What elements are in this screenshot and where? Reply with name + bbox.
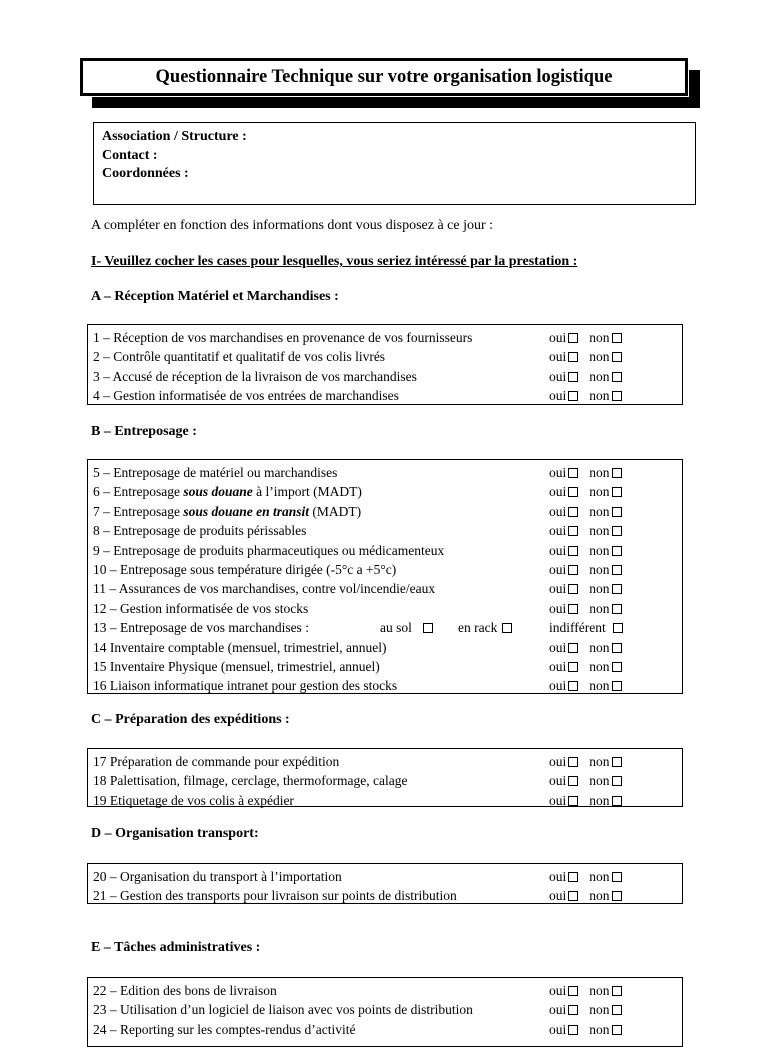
oui-option (549, 773, 581, 788)
non-label: non (589, 542, 610, 558)
checkbox-oui[interactable] (568, 546, 578, 556)
non-option (589, 1002, 624, 1017)
non-label: non (589, 600, 610, 616)
checkbox-non[interactable] (612, 352, 622, 362)
question-row (93, 771, 682, 790)
intro-text: A compléter en fonction des informations dont vous disposez à ce jour : (91, 218, 494, 233)
non-option (589, 793, 624, 808)
checkbox-oui[interactable] (568, 604, 578, 614)
checkbox-non[interactable] (612, 662, 622, 672)
question-text: 24 – Reporting sur les comptes-rendus d’activité (93, 1021, 356, 1037)
non-label: non (589, 561, 610, 577)
non-option (589, 523, 624, 538)
question-row (93, 560, 682, 579)
non-option (589, 349, 624, 364)
oui-option (549, 640, 581, 655)
checkbox-oui[interactable] (568, 333, 578, 343)
checkbox-non[interactable] (612, 391, 622, 401)
question-text: 22 – Edition des bons de livraison (93, 983, 277, 998)
question-row (93, 328, 682, 347)
checkbox-oui[interactable] (568, 662, 578, 672)
non-label: non (589, 523, 610, 539)
indifferent-label: indifférent (549, 620, 606, 636)
non-option (589, 504, 624, 519)
oui-label: oui (549, 349, 567, 365)
question-text: 4 – Gestion informatisée de vos entrées de marchandises (93, 388, 399, 404)
oui-label: oui (549, 639, 567, 655)
question-text: 11 – Assurances de vos marchandises, contre vol/incendie/eaux (93, 581, 436, 597)
checkbox-oui[interactable] (568, 796, 578, 806)
checkbox-oui[interactable] (568, 565, 578, 575)
checkbox-non[interactable] (612, 546, 622, 556)
oui-option (549, 678, 581, 693)
question-row (93, 638, 682, 657)
oui-option (549, 754, 581, 769)
question-row (93, 599, 682, 618)
oui-label: oui (549, 773, 567, 789)
non-option (589, 869, 624, 884)
checkbox-oui[interactable] (568, 986, 578, 996)
checkbox-non[interactable] (612, 565, 622, 575)
checkbox-oui[interactable] (568, 757, 578, 767)
non-option (589, 1022, 624, 1037)
checkbox-oui[interactable] (568, 1025, 578, 1035)
oui-label: oui (549, 523, 567, 539)
oui-label: oui (549, 561, 567, 577)
oui-option (549, 983, 581, 998)
non-option (589, 773, 624, 788)
oui-label: oui (549, 983, 567, 998)
en-rack-label: en rack (458, 620, 498, 636)
oui-option (549, 601, 581, 616)
non-label: non (589, 754, 610, 769)
checkbox-oui[interactable] (568, 468, 578, 478)
question-row (93, 981, 682, 1000)
checkbox-oui[interactable] (568, 391, 578, 401)
checkbox-non[interactable] (612, 757, 622, 767)
checkbox-oui[interactable] (568, 776, 578, 786)
checkbox-oui[interactable] (568, 584, 578, 594)
checkbox-non[interactable] (612, 986, 622, 996)
section-c-box (87, 748, 683, 807)
question-row (93, 482, 682, 501)
checkbox-en-rack[interactable] (502, 623, 512, 633)
checkbox-non[interactable] (612, 468, 622, 478)
heading-a: A – Réception Matériel et Marchandises : (91, 289, 339, 304)
oui-option (549, 465, 581, 480)
checkbox-indifferent[interactable] (613, 623, 623, 633)
oui-label: oui (549, 330, 567, 345)
oui-label: oui (549, 1021, 567, 1037)
non-label: non (589, 869, 610, 884)
checkbox-non[interactable] (612, 604, 622, 614)
oui-option (549, 349, 581, 364)
checkbox-non[interactable] (612, 776, 622, 786)
question-row (93, 1000, 682, 1019)
checkbox-oui[interactable] (568, 681, 578, 691)
oui-label: oui (549, 465, 567, 480)
question-text: 2 – Contrôle quantitatif et qualitatif de vos colis livrés (93, 349, 386, 365)
question-text: 12 – Gestion informatisée de vos stocks (93, 600, 309, 616)
question-text: 3 – Accusé de réception de la livraison de vos marchandises (93, 368, 417, 384)
question-row (93, 541, 682, 560)
oui-option (549, 1002, 581, 1017)
checkbox-oui[interactable] (568, 891, 578, 901)
non-label: non (589, 1021, 610, 1037)
oui-option (549, 869, 581, 884)
question-text: 10 – Entreposage sous température dirigée (-5°c a +5°c) (93, 561, 397, 577)
question-text: 1 – Réception de vos marchandises en provenance de vos fournisseurs (93, 330, 473, 345)
association-field[interactable]: Association / Structure : (102, 129, 247, 144)
question-row (93, 657, 682, 676)
oui-label: oui (549, 869, 567, 884)
non-label: non (589, 484, 610, 500)
question-text: 9 – Entreposage de produits pharmaceutiques ou médicamenteux (93, 542, 445, 558)
non-label: non (589, 581, 610, 597)
non-option (589, 983, 624, 998)
checkbox-non[interactable] (612, 487, 622, 497)
checkbox-au-sol[interactable] (423, 623, 433, 633)
non-label: non (589, 678, 610, 694)
oui-label: oui (549, 792, 567, 808)
oui-label: oui (549, 678, 567, 694)
oui-option (549, 369, 581, 384)
question-7: 7 – Entreposage sous douane en transit (MADT) (93, 503, 362, 519)
question-row (93, 463, 682, 482)
section-b-box (87, 459, 683, 694)
contact-field[interactable]: Contact : (102, 147, 158, 163)
section-e-box (87, 977, 683, 1047)
oui-label: oui (549, 888, 567, 904)
question-row (93, 347, 682, 366)
non-label: non (589, 773, 610, 789)
checkbox-non[interactable] (612, 1005, 622, 1015)
checkbox-non[interactable] (612, 891, 622, 901)
non-option (589, 543, 624, 558)
non-label: non (589, 388, 610, 404)
non-option (589, 465, 624, 480)
non-label: non (589, 368, 610, 384)
question-row (93, 386, 682, 405)
coordonnees-field[interactable]: Coordonnées : (102, 166, 189, 181)
checkbox-non[interactable] (612, 681, 622, 691)
non-label: non (589, 639, 610, 655)
page-title (80, 58, 688, 96)
checkbox-oui[interactable] (568, 526, 578, 536)
oui-option (549, 1022, 581, 1037)
question-text: 14 Inventaire comptable (mensuel, trimestriel, annuel) (93, 639, 387, 655)
checkbox-non[interactable] (612, 796, 622, 806)
identity-box (93, 122, 696, 205)
non-label: non (589, 349, 610, 365)
oui-option (549, 484, 581, 499)
checkbox-non[interactable] (612, 1025, 622, 1035)
heading-b: B – Entreposage : (91, 424, 197, 439)
checkbox-oui[interactable] (568, 487, 578, 497)
non-label: non (589, 792, 610, 808)
non-option (589, 601, 624, 616)
checkbox-oui[interactable] (568, 372, 578, 382)
question-text: 23 – Utilisation d’un logiciel de liaison avec vos points de distribution (93, 1002, 473, 1018)
non-option (589, 888, 624, 903)
oui-option (549, 523, 581, 538)
oui-option (549, 562, 581, 577)
question-13: 13 – Entreposage de vos marchandises : (93, 620, 309, 636)
question-text: 16 Liaison informatique intranet pour gestion des stocks (93, 678, 398, 694)
question-row (93, 752, 682, 771)
non-label: non (589, 330, 610, 345)
non-label: non (589, 503, 610, 519)
non-label: non (589, 983, 610, 998)
checkbox-oui[interactable] (568, 872, 578, 882)
oui-option (549, 581, 581, 596)
oui-option (549, 793, 581, 808)
heading-c: C – Préparation des expéditions : (91, 712, 290, 727)
non-option (589, 330, 624, 345)
question-row (93, 367, 682, 386)
question-text: 15 Inventaire Physique (mensuel, trimestriel, annuel) (93, 658, 380, 674)
heading-e: E – Tâches administratives : (91, 940, 261, 955)
question-text: 20 – Organisation du transport à l’importation (93, 869, 342, 884)
non-label: non (589, 465, 610, 480)
non-label: non (589, 658, 610, 674)
non-option (589, 562, 624, 577)
question-5: 5 – Entreposage de matériel ou marchandises (93, 465, 338, 480)
non-option (589, 659, 624, 674)
oui-label: oui (549, 754, 567, 769)
non-label: non (589, 1002, 610, 1018)
section-d-box (87, 863, 683, 904)
oui-label: oui (549, 388, 567, 404)
question-row (93, 502, 682, 521)
non-label: non (589, 888, 610, 904)
question-6: 6 – Entreposage sous douane à l’import (MADT) (93, 484, 362, 500)
non-option (589, 640, 624, 655)
oui-label: oui (549, 542, 567, 558)
page-title-text: Questionnaire Technique sur votre organisation logistique (155, 66, 613, 87)
checkbox-non[interactable] (612, 643, 622, 653)
question-row (93, 867, 682, 886)
checkbox-oui[interactable] (568, 643, 578, 653)
question-text: 17 Préparation de commande pour expédition (93, 754, 340, 769)
checkbox-oui[interactable] (568, 352, 578, 362)
checkbox-non[interactable] (612, 507, 622, 517)
question-text: 8 – Entreposage de produits périssables (93, 523, 307, 539)
question-row (93, 676, 682, 695)
question-row (93, 886, 682, 905)
question-row (93, 618, 682, 637)
heading-d: D – Organisation transport: (91, 826, 259, 841)
oui-option (549, 388, 581, 403)
non-option (589, 484, 624, 499)
question-row (93, 1020, 682, 1039)
oui-label: oui (549, 1002, 567, 1018)
oui-label: oui (549, 484, 567, 500)
non-option (589, 678, 624, 693)
section-heading: I- Veuillez cocher les cases pour lesquelles, vous seriez intéressé par la prestation : (91, 254, 578, 269)
oui-option (549, 659, 581, 674)
checkbox-oui[interactable] (568, 507, 578, 517)
checkbox-non[interactable] (612, 584, 622, 594)
oui-option (549, 330, 581, 345)
non-option (589, 388, 624, 403)
oui-option (549, 888, 581, 903)
oui-label: oui (549, 581, 567, 597)
question-text: 21 – Gestion des transports pour livraison sur points de distribution (93, 888, 457, 904)
question-row (93, 579, 682, 598)
oui-label: oui (549, 368, 567, 384)
oui-label: oui (549, 658, 567, 674)
question-text: 19 Etiquetage de vos colis à expédier (93, 792, 294, 808)
oui-option (549, 504, 581, 519)
oui-option (549, 543, 581, 558)
question-row (93, 791, 682, 810)
checkbox-non[interactable] (612, 526, 622, 536)
au-sol-label: au sol (380, 620, 412, 636)
question-row (93, 521, 682, 540)
checkbox-non[interactable] (612, 372, 622, 382)
non-option (589, 581, 624, 596)
oui-label: oui (549, 600, 567, 616)
question-text: 18 Palettisation, filmage, cerclage, thermoformage, calage (93, 773, 408, 789)
non-option (589, 754, 624, 769)
checkbox-oui[interactable] (568, 1005, 578, 1015)
oui-label: oui (549, 503, 567, 519)
non-option (589, 369, 624, 384)
checkbox-non[interactable] (612, 333, 622, 343)
title-block (80, 58, 700, 110)
section-a-box (87, 324, 683, 405)
checkbox-non[interactable] (612, 872, 622, 882)
